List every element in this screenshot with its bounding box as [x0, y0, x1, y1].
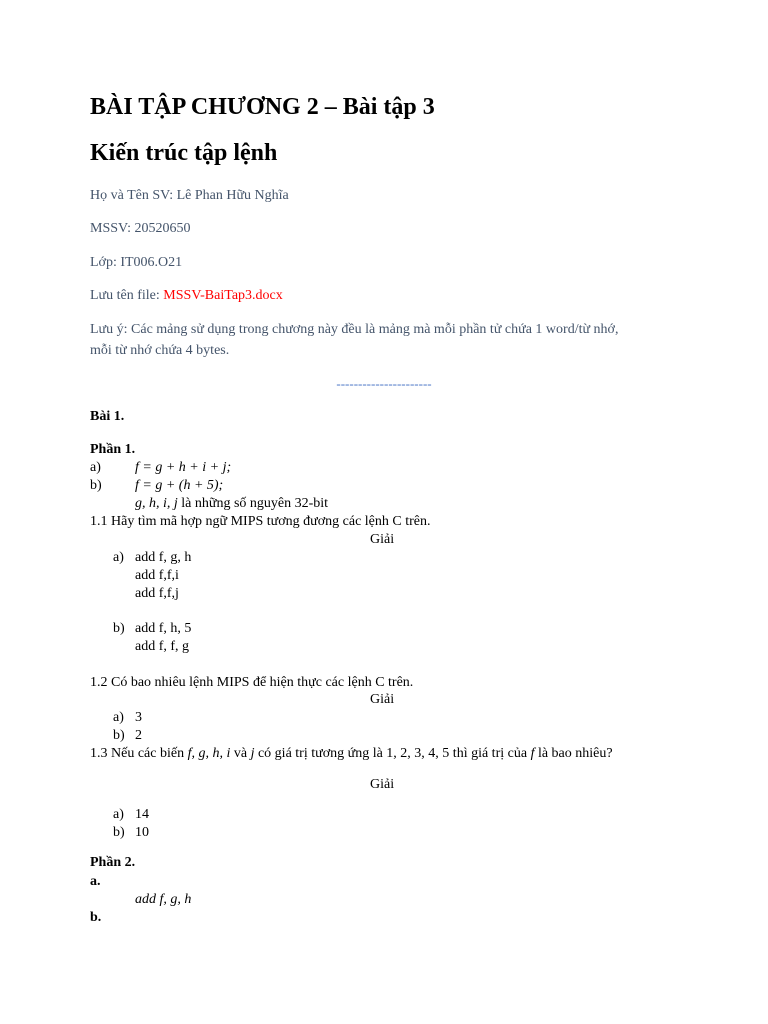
ans12-b-label: b)	[113, 728, 125, 743]
ans11-a-line-1: add f, g, h	[135, 550, 192, 565]
phan1-heading: Phần 1.	[90, 442, 136, 457]
item-b-expression: f = g + (h + 5);	[135, 478, 224, 493]
vars-list: g, h, i, j	[135, 496, 178, 511]
note-line-2: mỗi từ nhớ chứa 4 bytes.	[90, 343, 230, 358]
save-file-line	[90, 288, 283, 304]
class-info: Lớp: IT006.O21	[90, 255, 183, 270]
vars-type: là những số nguyên 32-bit	[177, 496, 329, 511]
separator: ----------------------	[336, 376, 432, 391]
q13-vars: f, g, h, i	[187, 746, 231, 761]
bai1-heading: Bài 1.	[90, 409, 125, 424]
q13-text-3: có giá trị tương ứng là 1, 2, 3, 4, 5 thì giá trị của	[254, 746, 531, 761]
save-file-label: Lưu tên file:	[90, 288, 164, 303]
solution-label-3: Giải	[370, 777, 395, 792]
solution-label-1: Giải	[370, 532, 395, 547]
ans13-b-label: b)	[113, 825, 125, 840]
ans12-b-value: 2	[135, 728, 142, 743]
phan2-heading: Phần 2.	[90, 855, 136, 870]
ans12-a-label: a)	[113, 710, 124, 725]
ans13-b-value: 10	[135, 825, 149, 840]
ans13-a-label: a)	[113, 807, 124, 822]
ans11-a-line-3: add f,f,j	[135, 586, 179, 601]
student-id: MSSV: 20520650	[90, 221, 191, 236]
item-a-label: a)	[90, 460, 101, 475]
ans11-a-line-2: add f,f,i	[135, 568, 179, 583]
ans11-b-line-2: add f, f, g	[135, 639, 190, 654]
ans11-b-label: b)	[113, 621, 125, 636]
item-a-expression: f = g + h + i + j;	[135, 460, 232, 475]
student-name: Họ và Tên SV: Lê Phan Hữu Nghĩa	[90, 188, 289, 203]
question-1-3	[90, 746, 613, 762]
q13-var-j: j	[250, 746, 255, 761]
q13-text-4: là bao nhiêu?	[534, 746, 613, 761]
q13-text-2: và	[230, 746, 251, 761]
q13-var-f: f	[530, 746, 535, 761]
vars-description	[135, 496, 328, 512]
phan2-a-label: a.	[90, 874, 101, 889]
item-b-label: b)	[90, 478, 102, 493]
question-1-2: 1.2 Có bao nhiêu lệnh MIPS để hiện thực các lệnh C trên.	[90, 675, 414, 690]
ans13-a-value: 14	[135, 807, 149, 822]
q13-text-1: 1.3 Nếu các biến	[90, 746, 188, 761]
note-line-1: Lưu ý: Các mảng sử dụng trong chương này đều là mảng mà mỗi phần tử chứa 1 word/từ nhớ,	[90, 322, 619, 337]
question-1-1: 1.1 Hãy tìm mã hợp ngữ MIPS tương đương các lệnh C trên.	[90, 514, 431, 529]
solution-label-2: Giải	[370, 692, 395, 707]
ans12-a-value: 3	[135, 710, 142, 725]
ans11-b-line-1: add f, h, 5	[135, 621, 192, 636]
ans11-a-label: a)	[113, 550, 124, 565]
phan2-b-label: b.	[90, 910, 102, 925]
doc-title: BÀI TẬP CHƯƠNG 2 – Bài tập 3	[90, 94, 435, 120]
phan2-a-text: add f, g, h	[135, 892, 192, 907]
save-file-name: MSSV-BaiTap3.docx	[163, 288, 283, 303]
doc-subtitle: Kiến trúc tập lệnh	[90, 140, 278, 166]
